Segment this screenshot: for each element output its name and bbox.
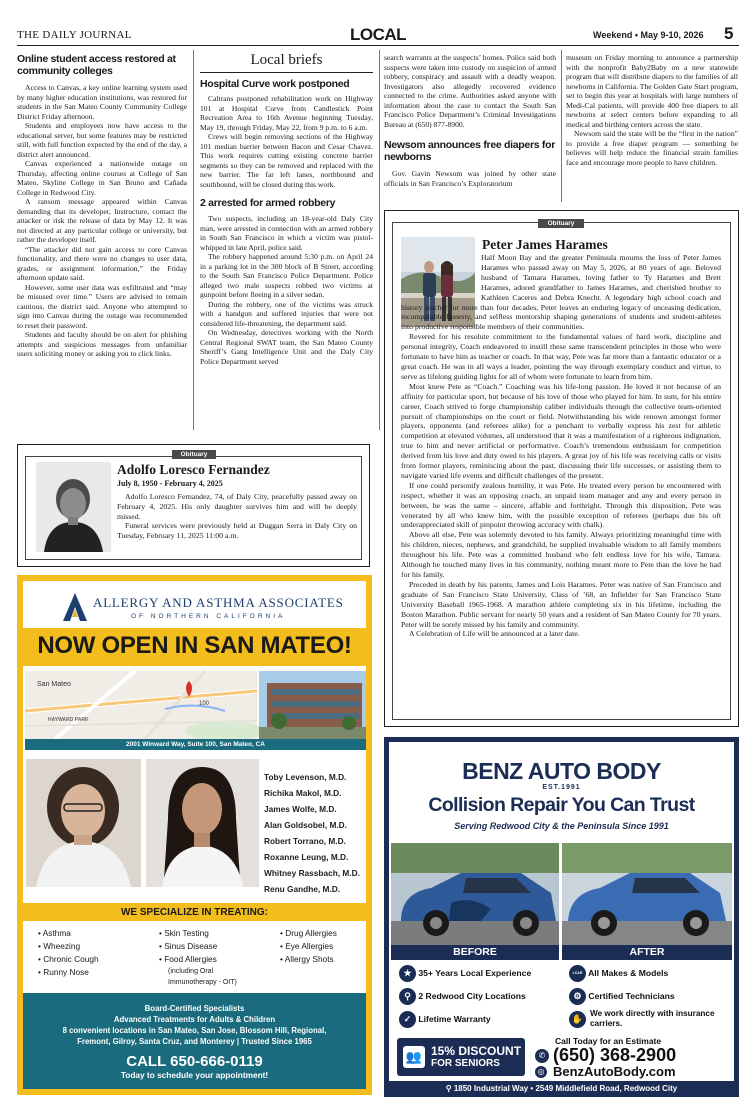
doctor-name: Alan Goldsobel, M.D. [264,820,347,830]
section-title: LOCAL [349,25,407,44]
story-body [200,94,373,189]
address-text: 1850 Industrial Way • 2549 Middlefield Road, Redwood City [453,1084,678,1093]
treatment-item: • Allergy Shots [280,954,334,964]
brand-logo: BENZ AUTO BODY [462,758,661,784]
map-label-hayward-park: HAYWARD PARK [48,717,89,723]
logo-name: ALLERGY AND ASTHMA ASSOCIATES [93,595,344,610]
discount-line: FOR SENIORS [431,1058,500,1069]
feature-item: ✓ Lifetime Warranty [399,1011,559,1031]
address-bar: 2001 Winward Way, Suite 100, San Mateo, CA [25,739,366,750]
paragraph: A Celebration of Life will be announced at a later date. [409,629,580,639]
portrait-photo [36,462,111,552]
paragraph: Newsom said the state will be the “first in the nation” to provide a free diaper program — something he believes will help reduce the financial strain families face and encourage more people to have children. [566,129,738,167]
after-label: AFTER [562,945,732,960]
before-photo [391,843,559,947]
paragraph: “The attacker did not gain access to core Canvas functionality, and there were no changes to user data, grades, or assignment information,” the Friday afternoon update said. [17,244,187,282]
star-icon: ★ [399,965,416,982]
local-briefs [200,52,373,366]
column-divider [193,50,194,430]
obituary-name: Adolfo Loresco Fernandez [117,462,270,477]
users-icon: 👥 [403,1046,425,1068]
obituary-body [117,492,357,541]
paragraph: Two suspects, including an 18-year-old Daly City man, were arrested in connection with an armed robbery in South San Francisco in which a victim was pistol-whipped in late April, police said. [200,214,373,252]
treatment-item: • Wheezing [38,941,81,951]
paragraph: Above all else, Pete was solemnly devoted to his family. Always prioritizing meaningful time with his children, nieces, nephews, and grandchild, he supplied invaluable wisdom to all family members throughout his life. Pete was a committed husband who felt endless love for his wife, Tamara. Although he touched many lives in his community, nothing meant more to Pete than the love he had for his family. [401,530,721,579]
obituary-tag: Obituary [538,219,584,228]
treatment-item: • Eye Allergies [280,941,334,951]
paragraph: Students and faculty should be on alert for phishing attempts and suspicious messages from unfamiliar users soliciting money or asking you to click links. [17,330,187,358]
doctor-list [264,769,360,897]
treatment-list-3 [280,927,337,966]
map-pin-label: 100 [199,701,210,707]
discount-line: 15% DISCOUNT [431,1044,522,1058]
column-divider [379,50,380,430]
phone-number[interactable]: (650) 368-2900 [553,1045,677,1065]
column-divider [561,50,562,202]
paragraph: Crews will begin removing sections of the Highway 101 median barrier between Bacon and Cesar Chavez. This work requires cutting existing concrete barrier segments so they can be removed and replaced with the new barrier. The far left lanes, northbound and southbound, will be closed during this work. [200,132,373,189]
feature-item: ✋ We work directly with insurance carriers. [569,1009,729,1031]
logo-mark [63,593,87,621]
paragraph: search warrants at the suspects’ homes. Police said both suspects were taken into custody on suspicion of armed robbery, conspiracy and assault with a deadly weapon. Investigators also allegedly recovered evidence connected to the crime. Authorities asked anyone with information about the case to contact the South San Francisco Police Department’s Criminal Investigations Bureau at (650) 877-8900. [384,53,556,129]
story-body [17,83,187,359]
after-photo [562,843,732,947]
i-car-badge-icon: I-CAR CLASS [569,965,586,982]
paragraph: Most knew Pete as “Coach.” Coaching was his life-long passion. He loved it not because of an affinity for particular sport, but because of his love of those who played for him. In sum, for his entire career, Coach strived to forge championship caliber individuals through the collective team-oriented pursuit of championships on the court or field. Notwithstanding his wide renown amongst former players, opponents (and referees alike) for a penchant to verbally express his zest for athletic competition at elevated volumes, all understood that it was a manifestation of a righteous indignation, true to him and never artificial or performative. Coach’s tremendous enthusiasm for competition derived from his love and duty owed to his players. A great joy of his life was receiving calls or visits from former players, reminiscing about the past, discussing their life successes, or assisting them to navigate varied life events and difficult challenges of the present. [401,381,721,480]
headline-hospital-curve: Hospital Curve work postponed [200,78,350,90]
footer-line: Fremont, Gilroy, Santa Cruz, and Monterey | Trusted Since 1965 [77,1037,312,1046]
paragraph: Access to Canvas, a key online learning system used by many higher education institutions, was restored for students in the San Mateo County Community College District Friday afternoon. [17,83,187,121]
obituary-body [401,236,721,639]
shield-check-icon: ✓ [399,1011,416,1028]
banner-text: NOW OPEN IN SAN MATEO! [37,632,352,659]
handshake-icon: ✋ [569,1011,586,1028]
ad-inner [23,581,366,1089]
logo-sub: OF NORTHERN CALIFORNIA [131,613,286,620]
story-body [384,169,556,188]
gear-icon: ⚙ [569,988,586,1005]
footer-line: Board-Certified Specialists [144,1004,245,1013]
paragraph: Half Moon Bay and the greater Peninsula mourns the loss of Peter James Harames who passed away on May 5, 2026, at 80 years of age. Beloved husband of Tamara Harames, loving father to Ty Harames and Brett Harames, adored grandfather to James Harames, and cherished brother to Kathleen Caceres and Debra Knecht. A legendary high school coach and history teacher for more than four decades, Peter leaves an enduring legacy of unceasing dedication, incomparable honesty, and selfless mentorship shaping generations of students and student-athletes into productive responsible members of their communities. [401,236,721,332]
feature-item: I-CAR CLASS All Makes & Models [569,965,729,985]
call-label: Call Today for an Estimate [555,1036,662,1046]
paragraph: Canvas experienced a nationwide outage on Thursday, affecting online courses at College of San Mateo, Skyline College in San Bruno and Cañada College in Redwood City. [17,159,187,197]
paragraph: Preceded in death by his parents, James and Lois Harames. Peter was native of San Francisco and graduate of San Francisco State University, Class of ’68, an Infielder for San Francisco State University Baseball 1965-1968. A marathon athlete completing six in his lifetime, including the Boston Marathon. Public servant for nearly 50 years and a resident of San Mateo County for 70 years. Peter will be sorely missed by his family and community. [401,579,721,629]
doctor-photo [146,759,259,887]
doctor-name: Richika Makol, M.D. [264,788,342,798]
obituary-name: Peter James Harames [482,237,608,252]
phone-number[interactable]: CALL 650-666-0119 [126,1053,263,1070]
paragraph: On Wednesday, detectives working with the North Central Regional SWAT team, the San Mateo County Sheriff’s Gang Intelligence Unit and the Daly City Police Department served [200,328,373,366]
paragraph: However, some user data was exfiltrated and “may be misused over time.” Users are advised to remain cautious, the district said. Anyone who attempted to sign into Canvas during the outage was recommended to reset their password. [17,282,187,330]
treatment-item: • Food Allergies [159,954,217,964]
phone-icon: ✆ [535,1049,549,1063]
treatment-item: • Chronic Cough [38,954,99,964]
specialize-heading: WE SPECIALIZE IN TREATING: [120,907,269,918]
footer-line: Advanced Treatments for Adults & Children [113,1015,276,1024]
paragraph: Students and employees now have access to the educational server, but some features may be restricted still, with full function expected by the end of the day, a district alert announced. [17,121,187,159]
issue-date: Weekend • May 9-10, 2026 [593,30,704,40]
header-rule [17,45,739,46]
ad-subheadline: Serving Redwood City & the Peninsula Since 1991 [454,821,669,831]
building-photo [259,671,366,739]
ad-headline: Collision Repair You Can Trust [428,794,695,816]
col3-stories [384,53,556,188]
treatment-item: • Runny Nose [38,967,89,977]
paragraph: During the robbery, one of the victims was struck with a handgun and suffered injuries that were not considered life-threatening, the department said. [200,299,373,328]
treatment-note: (including Oral Immunotherapy - OIT) [168,968,237,986]
doctor-name: Whitney Rassbach, M.D. [264,868,360,878]
doctor-name: Renu Gandhe, M.D. [264,884,341,894]
story-body [384,53,556,129]
paragraph: museum on Friday morning to announce a partnership with the nonprofit Baby2Baby on a new statewide program that will distribute diapers to the families of all newborns in California. The Golden Gate Start program, set to begin this year at hospitals with large numbers of Medi-Cal patients, will provide 400 free diapers to all newborns at select centers before expanding to all medical and birthing centers across the state. [566,53,738,129]
treatment-item: • Skin Testing [159,928,209,938]
doctor-name: Toby Levenson, M.D. [264,772,347,782]
treatment-item: • Drug Allergies [280,928,337,938]
obituary-dates: July 8, 1950 - February 4, 2025 [117,479,223,488]
doctor-photo [26,759,141,887]
feature-item: ⚙ Certified Technicians [569,988,729,1008]
paragraph: The robbery happened around 5:30 p.m. on April 24 in a parking lot in the 300 block of B Street, according to the South San Francisco Police Department. Police alleged two male suspects robbed two victims at gunpoint before fleeing in a silver sedan. [200,252,373,299]
feature-item: ⚲ 2 Redwood City Locations [399,988,559,1008]
briefs-kicker: Local briefs [200,52,373,73]
paper-name: THE DAILY JOURNAL [17,29,132,41]
obituary-tag: Obituary [172,450,216,459]
call-to-action: Today to schedule your appointment! [120,1070,269,1080]
globe-icon: ◎ [535,1066,547,1078]
story-canvas [17,53,187,359]
paragraph: Adolfo Loresco Fernandez, 74, of Daly City, peacefully passed away on February 4, 2025. His only daughter survives him and will be deeply missed. [117,492,357,521]
paragraph: If one could personify zealous humility, it was Pete. He treated every person he encountered with respect, whether it was an opposing coach, an unpaid team manager and any and every person in between, he was the same – sincere, affable and forthright. Through this disposition, Pete was venerated by all who knew him, with the possible exception of referees (perhaps due his oft underappreciated skill of pinpoint throwing accuracy with chalk). [401,480,721,530]
story-body [200,214,373,366]
paragraph: Caltrans postponed rehabilitation work on Highway 101 at Hospital Curve from Candlestick Point Recreation Area to 16th Avenue beginning Tuesday, May 19, through Friday, May 22, from 9 p.m. to 6 a.m. [200,94,373,132]
location-pin-icon: ⚲ [445,1084,452,1093]
headline-newsom: Newsom announces free diapers for newborns [384,139,555,163]
photo-wrap-spacer [401,236,481,298]
title-spacer [481,236,721,253]
brand-established: EST.1991 [542,784,581,791]
paragraph: A ransom message appeared within Canvas demanding that its developer, Instructure, contact the attacker or risk the release of data by May 12. It was not directed at any particular college or university, but rather the developer itself. [17,197,187,244]
senior-discount-badge [397,1038,525,1076]
ad-inner [389,742,734,1081]
treatment-list-1 [38,927,99,979]
feature-item: ★ 35+ Years Local Experience [399,965,559,985]
headline-armed-robbery: 2 arrested for armed robbery [200,197,336,209]
paragraph: Revered for his resolute commitment to the fundamental values of hard work, discipline and personal integrity, Coach endeavored to instill these same transcendent principles in those who were fortunate to have him as teacher or coach. In that way, Pete was far more than a fantastic educator or a great coach. He was in all ways a leader, pointing the way through exemplary conduct and virtue, to serve as lifelong guiding lights for all of whom were fortunate to learn from him. [401,332,721,381]
paragraph: Gov. Gavin Newsom was joined by other state officials in San Francisco’s Exploratorium [384,169,556,188]
page-number: 5 [724,24,734,43]
map-label-san-mateo: San Mateo [37,681,71,688]
headline-canvas: Online student access restored at community colleges [17,53,176,77]
addresses-bar [384,1081,739,1097]
doctor-name: Roxanne Leung, M.D. [264,852,349,862]
doctor-name: Robert Torrano, M.D. [264,836,346,846]
treatment-list-2 [159,927,269,988]
allergy-asthma-ad[interactable] [17,575,372,1095]
treatment-item: • Asthma [38,928,71,938]
before-label: BEFORE [391,945,559,960]
story-body [566,53,738,167]
benz-auto-body-ad[interactable] [384,737,739,1097]
paragraph: Funeral services were previously held at Duggan Serra in Daly City on Tuesday, February 11, 2025 11:00 a.m. [117,521,357,541]
location-pin-icon: ⚲ [399,988,416,1005]
doctor-name: James Wolfe, M.D. [264,804,337,814]
website-link[interactable]: BenzAutoBody.com [553,1064,676,1079]
treatment-item: • Sinus Disease [159,941,218,951]
footer-line: 8 convenient locations in San Mateo, San Jose, Blossom Hill, Regional, [62,1026,327,1035]
ad-footer [23,993,366,1089]
